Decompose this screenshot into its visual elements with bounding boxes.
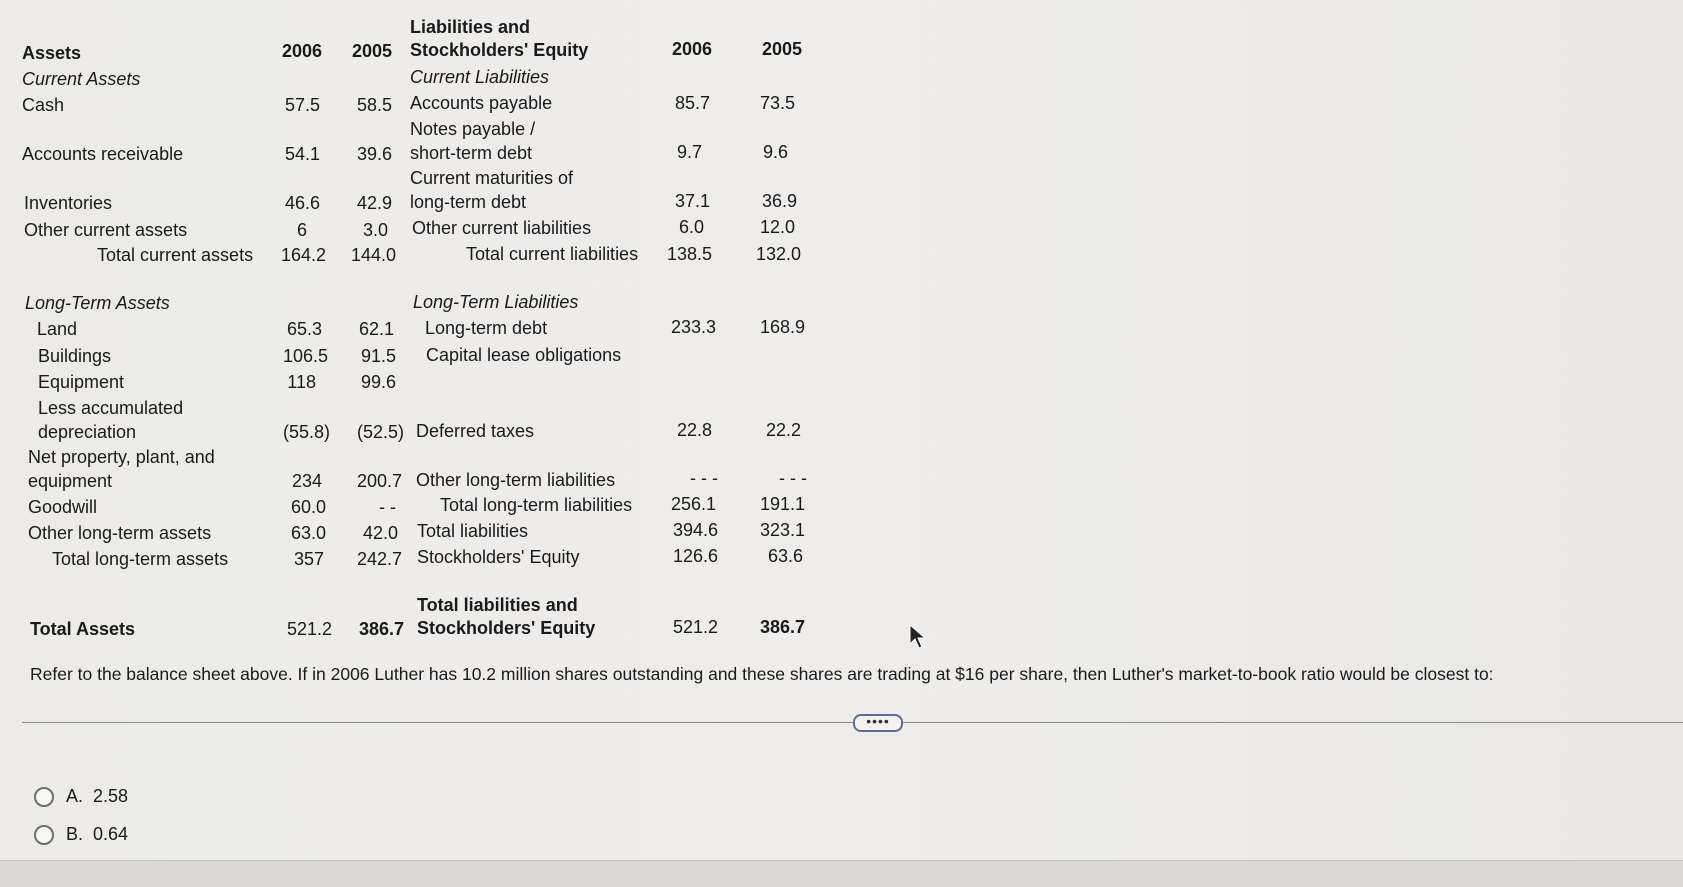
- inventories-label: Inventories: [24, 193, 113, 213]
- other-current-assets-label: Other current assets: [24, 220, 188, 240]
- equipment-label: Equipment: [38, 372, 125, 392]
- other-lt-assets-2006: 63.0: [290, 523, 326, 543]
- total-lt-assets-label: Total long-term assets: [52, 549, 229, 569]
- liabilities-2006-header: 2006: [671, 39, 712, 59]
- total-current-assets-2006: 164.2: [280, 245, 326, 265]
- other-lt-liabilities-label: Other long-term liabilities: [416, 470, 616, 490]
- net-ppe-label-line1: Net property, plant, and: [28, 447, 215, 467]
- goodwill-2006: 60.0: [290, 497, 326, 517]
- accounts-payable-2006: 85.7: [674, 93, 710, 113]
- option-a[interactable]: [34, 786, 128, 807]
- option-value: 2.58: [93, 786, 129, 806]
- deferred-taxes-2006: 22.8: [676, 420, 712, 440]
- net-ppe-2005: 200.7: [356, 471, 402, 491]
- depreciation-2006: (55.8): [282, 422, 330, 442]
- total-current-assets-label: Total current assets: [97, 245, 254, 265]
- liabilities-header-line2: Stockholders' Equity: [410, 40, 589, 60]
- notes-payable-2006: 9.7: [676, 142, 702, 162]
- land-2006: 65.3: [286, 319, 322, 339]
- total-assets-2005: 386.7: [358, 619, 404, 639]
- question-text: Refer to the balance sheet above. If in 2006 Luther has 10.2 million shares outstanding and these shares are trading at $16 per share, then Luther's market-to-book ratio would be closest to:: [30, 664, 1494, 684]
- bottom-bar: [0, 860, 1683, 887]
- capital-lease-label: Capital lease obligations: [426, 345, 622, 365]
- assets-2005-header: 2005: [351, 41, 392, 61]
- depreciation-2005: (52.5): [356, 422, 404, 442]
- radio-icon[interactable]: [34, 825, 54, 845]
- cash-2006: 57.5: [284, 95, 320, 115]
- inventories-2005: 42.9: [356, 193, 392, 213]
- other-current-liabilities-2006: 6.0: [678, 217, 704, 237]
- other-lt-assets-2005: 42.0: [362, 523, 398, 543]
- depreciation-label-line2: depreciation: [38, 422, 137, 442]
- total-assets-2006: 521.2: [286, 619, 332, 639]
- buildings-label: Buildings: [38, 346, 112, 366]
- accounts-receivable-2005: 39.6: [356, 144, 392, 164]
- total-liabilities-label: Total liabilities: [417, 521, 529, 541]
- stockholders-equity-2005: 63.6: [767, 546, 803, 566]
- current-maturities-2006: 37.1: [674, 191, 710, 211]
- deferred-taxes-label: Deferred taxes: [416, 421, 535, 441]
- liabilities-2005-header: 2005: [761, 39, 802, 59]
- current-maturities-label-line2: long-term debt: [410, 192, 527, 212]
- notes-payable-2005: 9.6: [762, 142, 788, 162]
- land-2005: 62.1: [358, 319, 394, 339]
- other-lt-liabilities-2005: - - -: [779, 468, 807, 488]
- notes-payable-label-line1: Notes payable /: [410, 119, 536, 139]
- current-maturities-2005: 36.9: [761, 191, 797, 211]
- total-liab-equity-2005: 386.7: [759, 617, 805, 637]
- total-lt-assets-2005: 242.7: [356, 549, 402, 569]
- accounts-receivable-2006: 54.1: [284, 144, 320, 164]
- total-assets-label: Total Assets: [30, 619, 136, 639]
- long-term-debt-2005: 168.9: [759, 317, 805, 337]
- long-term-assets-heading: Long-Term Assets: [25, 293, 170, 313]
- other-current-liabilities-label: Other current liabilities: [412, 218, 592, 238]
- net-ppe-label-line2: equipment: [28, 471, 113, 491]
- goodwill-2005: - -: [379, 497, 396, 517]
- total-current-liabilities-label: Total current liabilities: [466, 244, 639, 264]
- total-liab-equity-label-line1: Total liabilities and: [417, 595, 578, 615]
- current-maturities-label-line1: Current maturities of: [410, 168, 574, 188]
- other-current-assets-2005: 3.0: [362, 220, 388, 240]
- total-liab-equity-2006: 521.2: [672, 617, 718, 637]
- assets-2006-header: 2006: [281, 41, 322, 61]
- equipment-2005: 99.6: [360, 372, 396, 392]
- long-term-debt-label: Long-term debt: [425, 318, 548, 338]
- assets-header: Assets: [22, 43, 82, 63]
- stockholders-equity-2006: 126.6: [672, 546, 718, 566]
- liabilities-header-line1: Liabilities and: [410, 17, 531, 37]
- net-ppe-2006: 234: [291, 471, 322, 491]
- option-value: 0.64: [93, 824, 129, 844]
- total-current-assets-2005: 144.0: [350, 245, 396, 265]
- total-lt-liabilities-2005: 191.1: [759, 494, 805, 514]
- total-lt-liabilities-2006: 256.1: [670, 494, 716, 514]
- option-b[interactable]: [34, 824, 128, 845]
- equipment-2006: 118: [287, 372, 316, 392]
- depreciation-label-line1: Less accumulated: [38, 398, 184, 418]
- notes-payable-label-line2: short-term debt: [410, 143, 533, 163]
- other-lt-liabilities-2006: - - -: [690, 468, 718, 488]
- mouse-pointer-icon: [909, 624, 927, 650]
- deferred-taxes-2005: 22.2: [765, 420, 801, 440]
- inventories-2006: 46.6: [284, 193, 320, 213]
- buildings-2006: 106.5: [282, 346, 328, 366]
- total-lt-liabilities-label: Total long-term liabilities: [440, 495, 633, 515]
- total-lt-assets-2006: 357: [293, 549, 324, 569]
- cash-label: Cash: [22, 95, 65, 115]
- total-current-liabilities-2006: 138.5: [666, 244, 712, 264]
- other-current-assets-2006: 6: [296, 220, 307, 240]
- total-current-liabilities-2005: 132.0: [755, 244, 801, 264]
- option-letter: A.: [66, 786, 84, 806]
- current-assets-heading: Current Assets: [22, 69, 141, 89]
- goodwill-label: Goodwill: [28, 497, 98, 517]
- land-label: Land: [37, 319, 78, 339]
- total-liabilities-2005: 323.1: [759, 520, 805, 540]
- total-liab-equity-label-line2: Stockholders' Equity: [417, 618, 596, 638]
- accounts-payable-2005: 73.5: [759, 93, 795, 113]
- current-liabilities-heading: Current Liabilities: [410, 67, 550, 87]
- buildings-2005: 91.5: [360, 346, 396, 366]
- long-term-liabilities-heading: Long-Term Liabilities: [413, 292, 579, 312]
- accounts-receivable-label: Accounts receivable: [22, 144, 184, 164]
- other-lt-assets-label: Other long-term assets: [28, 523, 212, 543]
- stockholders-equity-label: Stockholders' Equity: [417, 547, 580, 567]
- cash-2005: 58.5: [356, 95, 392, 115]
- total-liabilities-2006: 394.6: [672, 520, 718, 540]
- radio-icon[interactable]: [34, 787, 54, 807]
- accounts-payable-label: Accounts payable: [410, 93, 553, 113]
- option-letter: B.: [66, 824, 84, 844]
- other-current-liabilities-2005: 12.0: [759, 217, 795, 237]
- expand-more-button[interactable]: ••••: [853, 714, 903, 732]
- long-term-debt-2006: 233.3: [670, 317, 716, 337]
